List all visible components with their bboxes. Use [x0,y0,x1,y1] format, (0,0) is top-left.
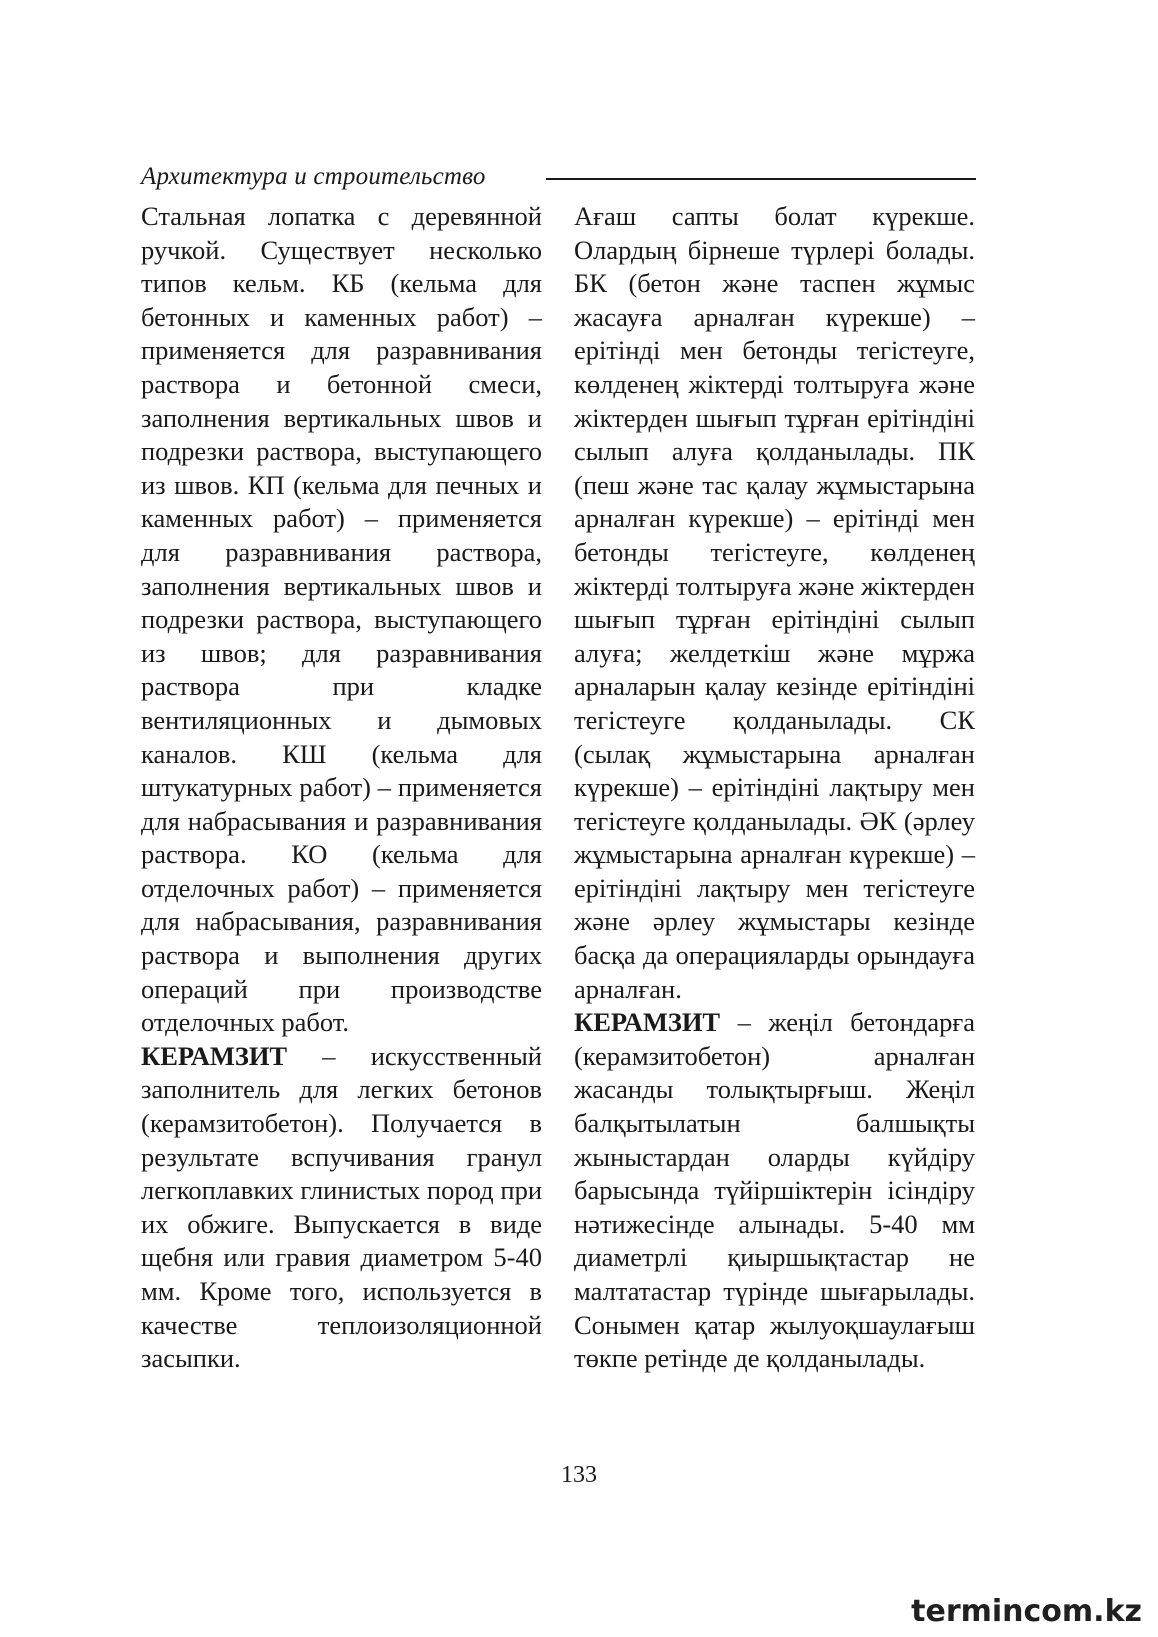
watermark-logo [911,1592,1142,1632]
definition-keramzit-kz: – жеңіл бетондарға (керамзитобетон) арналған жасанды толықтырғыш. Жеңіл балқытылатын балшықты жыныстардан оларды күйдіру барысында түйіршіктерін ісіндіру нәтижесінде алынады. 5-40 мм диаметрлі қиыршықтастар не малтатастар түрінде шығарылады. Сонымен қатар жылуоқшаулағыш төкпе ретінде де қолданылады. [574,1007,975,1374]
term-keramzit-ru: КЕРАМЗИТ [141,1040,288,1071]
running-head [141,160,976,196]
left-column-russian [141,200,542,1376]
right-column-kazakh [574,200,975,1376]
page-number: 133 [561,1462,597,1488]
entry-keramzit-ru [141,1040,542,1376]
term-keramzit-kz: КЕРАМЗИТ [574,1007,721,1038]
definition-keramzit-ru: – искусственный заполнитель для легких бетонов (керамзитобетон). Получается в результате вспучивания гранул легкоплавких глинистых пород при их обжиге. Выпускается в виде щебня или гравия диаметром 5-40 мм. Кроме того, используется в качестве теплоизоляционной засыпки. [141,1040,542,1374]
header-rule [546,178,976,180]
entry-kelma-kz: Ағаш сапты болат күрекше. Олардың бірнеше түрлері болады. БК (бетон және таспен жұмыс жасауға арналған күрекше) – ерітінді мен бетонды тегістеуге, көлденең жіктерді толтыруға және жіктерден шығып тұрған ерітіндіні сылып алуға қолданылады. ПК (пеш және тас қалау жұмыстарына арналған күрекше) – ерітінді мен бетонды тегістеуге, көлденең жіктерді толтыруға және жіктерден шығып тұрған ерітіндіні сылып алуға; желдеткіш және мұржа арналарын қалау кезінде ерітіндіні тегістеуге қолданылады. СК (сылақ жұмыстарына арналған күрекше) – ерітіндіні лақтыру мен тегістеуге қолданылады. ӘК (әрлеу жұмыстарына арналған күрекше) – ерітіндіні лақтыру мен тегістеуге және әрлеу жұмыстары кезінде басқа да операцияларды орындауға арналған. [574,201,975,1004]
entry-kelma-ru: Стальная лопатка с деревянной ручкой. Существует несколько типов кельм. КБ (кельма для бетонных и каменных работ) – применяется для разравнивания раствора и бетонной смеси, заполнения вертикальных швов и подрезки раствора, выступающего из швов. КП (кельма для печных и каменных работ) – применяется для разравнивания раствора, заполнения вертикальных швов и подрезки раствора, выступающего из швов; для разравнивания раствора при кладке вентиляционных и дымовых каналов. КШ (кельма для штукатурных работ) – применяется для набрасывания и разравнивания раствора. КО (кельма для отделочных работ) – применяется для набрасывания, разравнивания раствора и выполнения других операций при производстве отделочных работ. [141,201,542,1038]
entry-keramzit-kz [574,1006,975,1376]
watermark-text: termincom.kz [911,1594,1142,1629]
running-head-title: Архитектура и строительство [141,163,486,190]
